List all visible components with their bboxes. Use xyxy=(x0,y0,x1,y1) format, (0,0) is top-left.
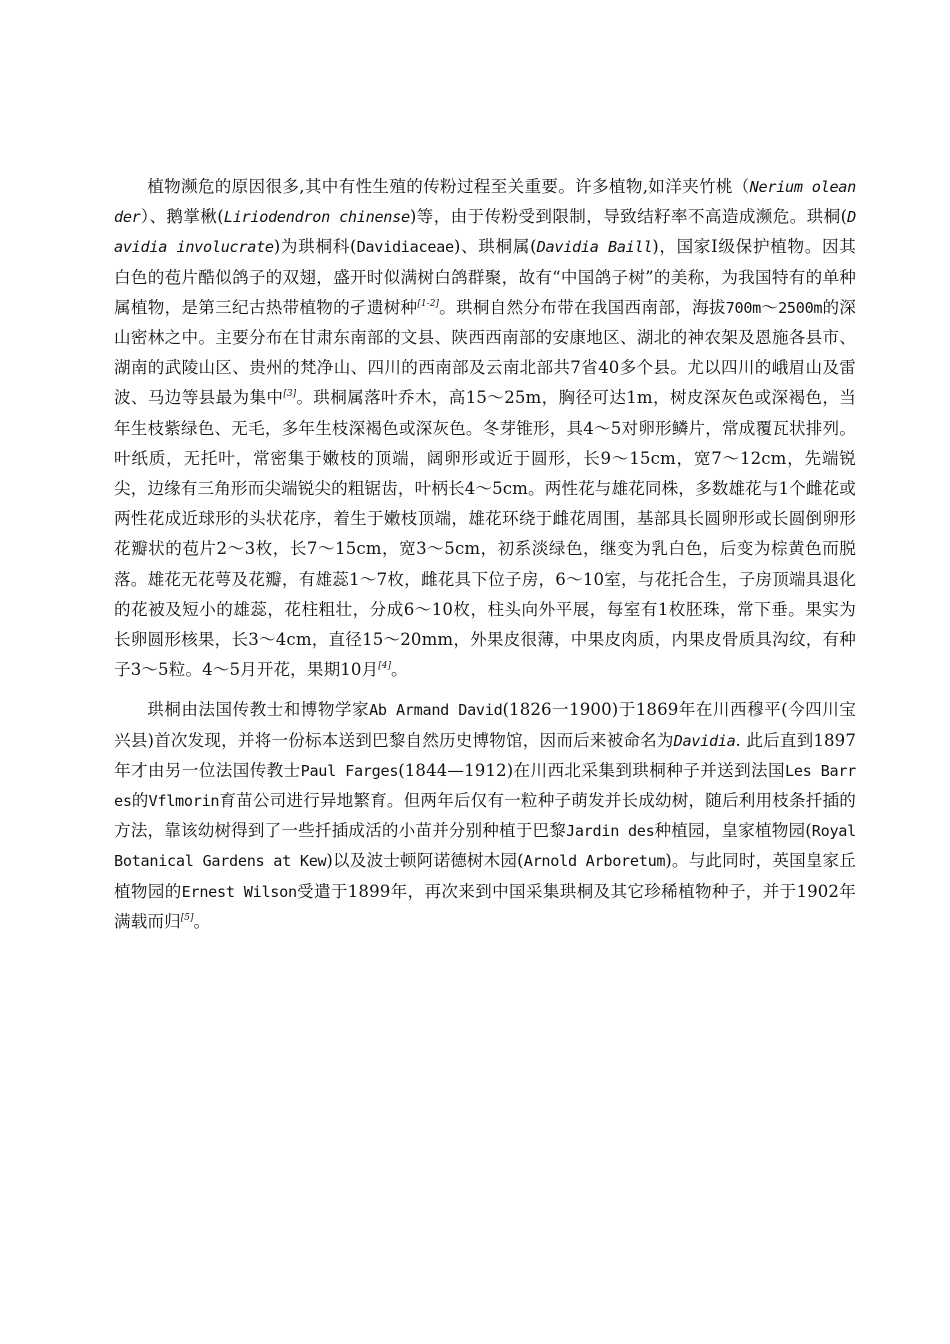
citation-ref: [3] xyxy=(283,389,297,400)
text-run: 受遣于1899年，再次来到中国采集珙桐及其它珍稀植物种子，并于1902年满载而归 xyxy=(114,881,856,931)
latin-term: Ab Armand David xyxy=(369,701,503,720)
text-run: 。珙桐自然分布带在我国西南部，海拔 xyxy=(438,297,726,317)
latin-term: Paul Farges xyxy=(300,761,399,780)
latin-term: Arnold Arboretum xyxy=(523,852,666,871)
latin-term: Vflmorin xyxy=(148,792,220,811)
text-run: 植物濒危的原因很多,其中有性生殖的传粉过程至关重要。许多植物,如洋夹竹桃（ xyxy=(147,177,750,196)
latin-term: Davidia Baill xyxy=(536,238,653,257)
text-run: . 此后直到1897年才由另一位法国传教士 xyxy=(114,730,857,780)
paragraph-davidia-biology xyxy=(114,172,856,685)
text-run: )等，由于传粉受到限制，导致结籽率不高造成濒危。珙桐( xyxy=(409,207,848,227)
text-run: 。 xyxy=(391,660,408,680)
text-run: )，国家Ⅰ级保护植物。因其白色的苞片酷似鸽子的双翅，盛开时似满树白鸽群聚，故有“中国鸽子树”的美称，为我国特有的单种属植物，是第三纪古热带植物的孑遗树种 xyxy=(114,237,856,317)
text-run: 的深山密林之中。主要分布在甘肃东南部的文县、陕西西南部的安康地区、湖北的神农架及恩施各县市、湖南的武陵山区、贵州的梵净山、四川的西南部及云南北部共7省40多个县。尤以四川的峨眉山及雷波、马边等县最为集中 xyxy=(114,297,856,408)
text-run: 育苗公司进行异地繁育。但两年后仅有一粒种子萌发并长成幼树，随后利用枝条扦插的方法，靠该幼树得到了一些扦插成活的小苗并分别种植于巴黎 xyxy=(114,791,856,841)
citation-ref: [4] xyxy=(378,661,392,672)
citation-ref: [1-2] xyxy=(417,298,439,309)
latin-term: Jardin des xyxy=(566,822,655,841)
latin-term: Liriodendron chinense xyxy=(223,208,410,227)
text-run: )。与此同时，英国皇家丘植物园的 xyxy=(114,851,856,901)
text-run: 。 xyxy=(193,911,211,931)
latin-term: Davidiaceae xyxy=(356,238,454,257)
latin-term: Les Barres xyxy=(114,761,857,811)
text-run: 珙桐由法国传教士和博物学家 xyxy=(147,700,370,720)
text-run: ～ xyxy=(761,297,779,317)
text-run: 种植园，皇家植物园( xyxy=(654,821,812,841)
text-run: ）、鹅掌楸( xyxy=(140,207,224,227)
latin-term: 700m xyxy=(725,298,762,317)
latin-term: 2500m xyxy=(778,298,823,317)
latin-term: Davidia involucrate xyxy=(114,208,856,257)
paragraph-davidia-history xyxy=(114,695,856,937)
latin-term: Ernest Wilson xyxy=(181,882,297,901)
text-run: (1826一1900)于1869年在川西穆平(今四川宝兴县)首次发现，并将一份标本送到巴黎自然历史博物馆，因而后来被命名为 xyxy=(114,700,856,750)
document-page xyxy=(114,172,856,937)
citation-ref: [5] xyxy=(180,912,194,923)
latin-term: Davidia xyxy=(673,731,736,750)
text-run: (1844—1912)在川西北采集到珙桐种子并送到法国 xyxy=(398,760,785,780)
text-run: 的 xyxy=(131,791,149,811)
text-run: )、珙桐属( xyxy=(453,237,537,257)
text-run: )为珙桐科( xyxy=(273,237,357,257)
text-run: )以及波士顿阿诺德树木园( xyxy=(326,851,524,871)
latin-term: Royal Botanical Gardens at Kew xyxy=(114,822,856,871)
latin-term: Nerium oleander xyxy=(114,178,856,227)
text-run: 。珙桐属落叶乔木，高15～25m，胸径可达1m，树皮深灰色或深褐色，当年生枝紫绿色、无毛，多年生枝深褐色或深灰色。冬芽锥形，具4～5对卵形鳞片，常成覆瓦状排列。叶纸质，无托叶，常密集于嫩枝的顶端，阔卵形或近于圆形，长9～15cm，宽7～12cm，先端锐尖，边缘有三角形而尖端锐尖的粗锯齿，叶柄长4～5cm。两性花与雄花同株，多数雄花与1个雌花或两性花成近球形的头状花序，着生于嫩枝顶端，雄花环绕于雌花周围，基部具长圆卵形或长圆倒卵形花瓣状的苞片2～3枚，长7～15cm，宽3～5cm，初系淡绿色，继变为乳白色，后变为棕黄色而脱落。雄花无花萼及花瓣，有雄蕊1～7枚，雌花具下位子房，6～10室，与花托合生，子房顶端具退化的花被及短小的雄蕊，花柱粗壮，分成6～10枚，柱头向外平展，每室有1枚胚珠，常下垂。果实为长卵圆形核果，长3～4cm，直径15～20mm，外果皮很薄，中果皮肉质，内果皮骨质具沟纹，有种子3～5粒。4～5月开花，果期10月 xyxy=(114,388,857,680)
